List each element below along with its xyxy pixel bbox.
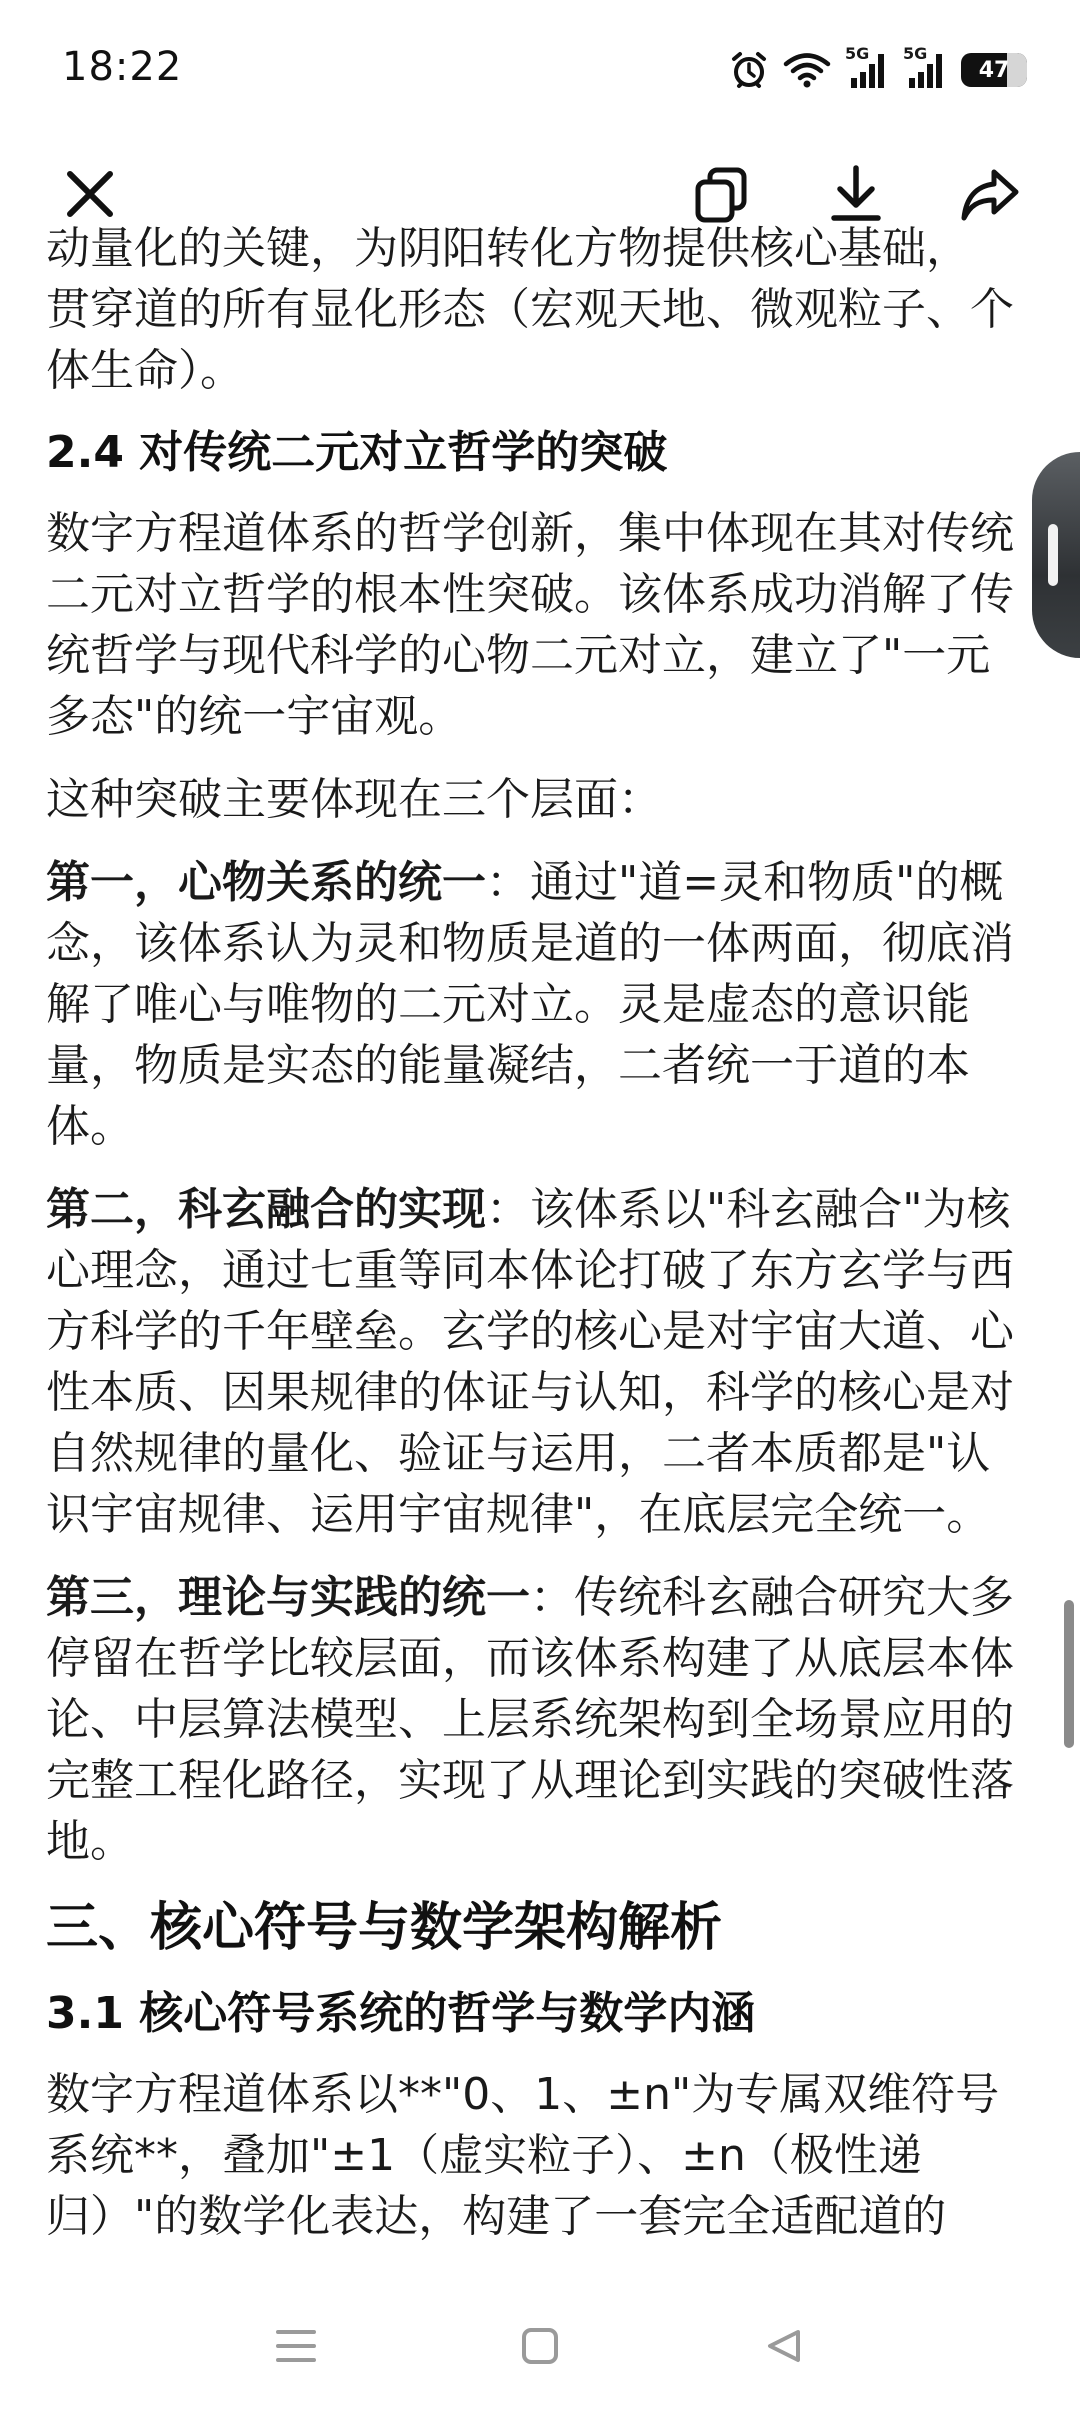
paragraph: 这种突破主要体现在三个层面： [46,774,662,825]
status-icons [729,44,1022,92]
floating-side-handle[interactable] [1032,452,1080,658]
home-icon [520,2326,560,2366]
wifi-icon [783,51,831,89]
navigation-bar [0,2276,1080,2412]
close-icon [62,166,118,222]
clipped-text-line: 动量化的关键，为阴阳转化方物提供核心基础， [46,223,970,274]
point-paragraph [46,1179,1032,1545]
paragraph: 数字方程道体系以**"0、1、±n"为专属双维符号系统**，叠加"±1（虚实粒子）、±n（极性递归）"的数学化表达，构建了一套完全适配道的 [46,2069,1000,2242]
status-bar [0,0,1080,140]
point-title: 第一，心物关系的统一 [46,857,486,908]
paragraph: 数字方程道体系的哲学创新，集中体现在其对传统二元对立哲学的根本性突破。该体系成功消解了传统哲学与现代科学的心物二元对立，建立了"一元多态"的统一宇宙观。 [46,508,1014,742]
point-body: ：该体系以"科玄融合"为核心理念，通过七重等同本体论打破了东方玄学与西方科学的千年壁垒。玄学的核心是对宇宙大道、心性本质、因果规律的体证与认知，科学的核心是对自然规律的量化、验证与运用，二者本质都是"认识宇宙规律、运用宇宙规律"，在底层完全统一。 [46,1184,1014,1540]
scrollbar-thumb[interactable] [1064,1600,1074,1748]
point-paragraph [46,852,1032,1157]
signal-5g-icon: 5G [903,50,947,90]
chapter-heading: 三、核心符号与数学架构解析 [46,1898,723,1958]
battery-icon [961,53,1022,87]
point-title: 第二，科玄融合的实现 [46,1184,486,1235]
menu-icon [274,2326,318,2366]
alarm-icon [729,50,769,90]
download-icon [826,164,886,224]
point-body: ：通过"道=灵和物质"的概念，该体系认为灵和物质是道的一体两面，彻底消解了唯心与唯物的二元对立。灵是虚态的意识能量，物质是实态的能量凝结，二者统一于道的本体。 [46,857,1014,1152]
copy-icon [692,164,752,224]
point-paragraph [46,1567,1032,1872]
section-heading: 3.1 核心符号系统的哲学与数学内涵 [46,1988,756,2039]
battery-indicator: 47 [961,53,1027,87]
back-button[interactable] [744,2306,824,2386]
home-button[interactable] [500,2306,580,2386]
share-icon [958,164,1022,224]
point-body: ：传统科玄融合研究大多停留在哲学比较层面，而该体系构建了从底层本体论、中层算法模型、上层系统架构到全场景应用的完整工程化路径，实现了从理论到实践的突破性落地。 [46,1572,1014,1867]
back-icon [764,2326,804,2366]
handle-grip [1048,524,1058,586]
signal-5g-icon: 5G [845,50,889,90]
section-heading: 2.4 对传统二元对立哲学的突破 [46,427,668,478]
point-title: 第三，理论与实践的统一 [46,1572,530,1623]
recent-apps-button[interactable] [256,2306,336,2386]
paragraph: 贯穿道的所有显化形态（宏观天地、微观粒子、个体生命）。 [46,284,1014,396]
document-content [46,218,1032,2276]
clock: 18:22 [62,44,183,90]
